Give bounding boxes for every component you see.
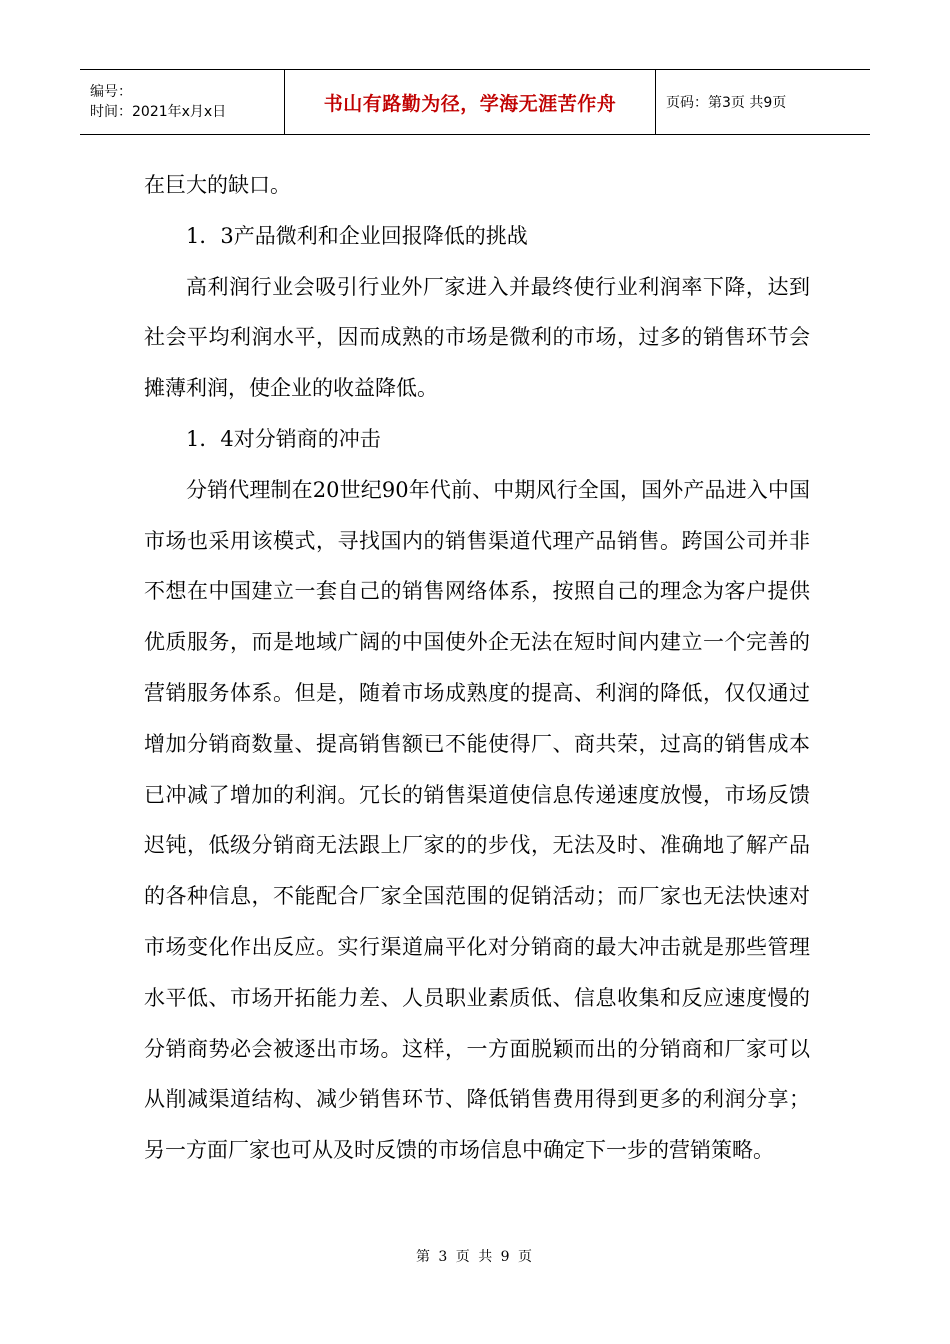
document-body bbox=[144, 160, 810, 1176]
section-heading-1-4: 1．4对分销商的冲击 bbox=[186, 426, 381, 451]
document-number-label: 编号： bbox=[90, 84, 132, 100]
section-heading-1-3: 1．3产品微利和企业回报降低的挑战 bbox=[186, 223, 528, 248]
page-header bbox=[80, 69, 870, 135]
header-page-info: 页码：第3页 共9页 bbox=[666, 95, 787, 111]
document-time-label: 时间：2021年x月x日 bbox=[90, 104, 227, 120]
paragraph-continuation: 在巨大的缺口。 bbox=[144, 173, 291, 197]
paragraph-distributor: 分销代理制在20世纪90年代前、中期风行全国，国外产品进入中国市场也采用该模式，寻找国内的销售渠道代理产品销售。跨国公司并非不想在中国建立一套自己的销售网络体系，按照自己的理念为客户提供优质服务，而是地域广阔的中国使外企无法在短时间内建立一个完善的营销服务体系。但是，随着市场成熟度的提高、利润的降低，仅仅通过增加分销商数量、提高销售额已不能使得厂、商共荣，过高的销售成本已冲减了增加的利润。冗长的销售渠道使信息传递速度放慢，市场反馈迟钝，低级分销商无法跟上厂家的的步伐，无法及时、准确地了解产品的各种信息，不能配合厂家全国范围的促销活动；而厂家也无法快速对市场变化作出反应。实行渠道扁平化对分销商的最大冲击就是那些管理水平低、市场开拓能力差、人员职业素质低、信息收集和反应速度慢的分销商势必会被逐出市场。这样，一方面脱颖而出的分销商和厂家可以从削减渠道结构、减少销售环节、降低销售费用得到更多的利润分享；另一方面厂家也可从及时反馈的市场信息中确定下一步的营销策略。 bbox=[144, 477, 810, 1163]
header-meta bbox=[80, 70, 284, 134]
paragraph-profit: 高利润行业会吸引行业外厂家进入并最终使行业利润率下降，达到社会平均利润水平，因而成熟的市场是微利的市场，过多的销售环节会摊薄利润，使企业的收益降低。 bbox=[144, 274, 810, 401]
page-footer: 第 3 页 共 9 页 bbox=[415, 1249, 535, 1265]
header-motto: 书山有路勤为径，学海无涯苦作舟 bbox=[284, 70, 656, 134]
